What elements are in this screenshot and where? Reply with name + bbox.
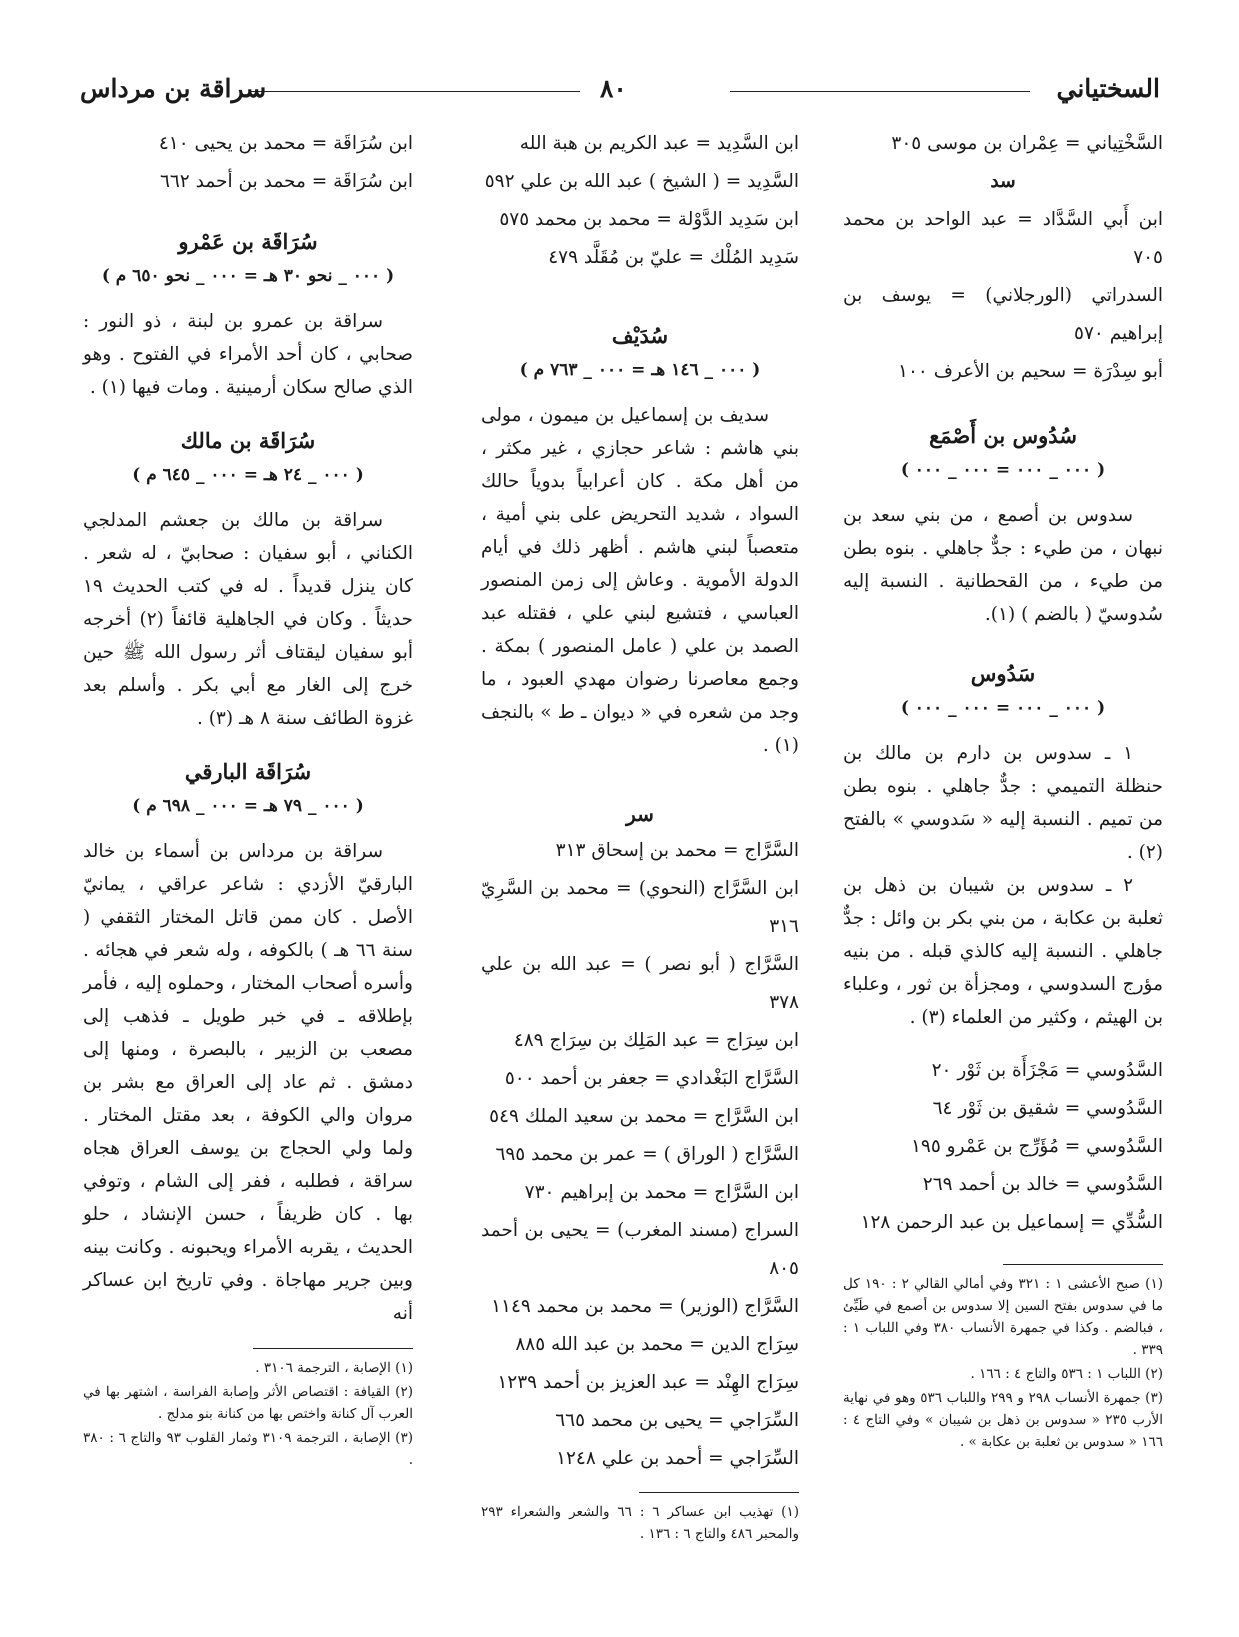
- entry-line: السَّرَّاج ( الوراق ) = عمر بن محمد ٦٩٥: [495, 1144, 799, 1165]
- entry-line: السِّرَاجي = أحمد بن علي ١٢٤٨: [556, 1448, 799, 1469]
- entry-line: السَّدُوسي = شقيق بن ثَوْر ٦٤: [932, 1098, 1163, 1119]
- entry-line: ابن السَّرَّاج = محمد بن إبراهيم ٧٣٠: [524, 1182, 799, 1203]
- footnote: (١) الإصابة ، الترجمة ٣١٠٦ .: [255, 1360, 413, 1376]
- footnote: (١) تهذيب ابن عساكر ٦ : ٦٦ والشعر والشعراء ٢٩٣ والمحبر ٤٨٦ والتاج ٦ : ١٣٦ .: [481, 1504, 799, 1542]
- entry-title: سُدَيْف: [611, 323, 669, 348]
- entry-line: سَدِيد المُلْك = عليّ بن مُقَلَّد ٤٧٩: [548, 247, 799, 268]
- column-left: [83, 125, 413, 1473]
- entry-line: ابن السَّرَّاج (النحوي) = محمد بن السَّرِيّ ٣١٦: [481, 878, 799, 937]
- entry-line: السَّدِيد = ( الشيخ ) عبد الله بن علي ٥٩٢: [484, 171, 799, 192]
- entry-title: سُرَاقَة بن مالك: [180, 428, 316, 453]
- header-left-title: سراقة بن مرداس: [80, 74, 267, 103]
- footnote: (٣) جمهرة الأنساب ٢٩٨ و ٢٩٩ واللباب ٥٣٦ وهو في نهاية الأرب ٢٣٥ « سدوس بن ذهل بن شيبان » وفي التاج ٤ : ١٦٦ « سدوس بن ثعلبة بن عكابة » .: [843, 1390, 1163, 1450]
- entry-line: ابن أَبي السَّدَّاد = عبد الواحد بن محمد ٧٠٥: [843, 209, 1163, 268]
- entry-title: سَدُوس: [970, 661, 1036, 686]
- entry-title: سُرَاقَة بن عَمْرو: [178, 229, 318, 254]
- entry-line: السراج (مسند المغرب) = يحيى بن أحمد ٨٠٥: [481, 1220, 799, 1279]
- entry-title: سُدُوس بن أَصْمَع: [929, 423, 1077, 448]
- page-number: ٨٠: [600, 74, 627, 103]
- entry-biography: سراقة بن مرداس بن أسماء بن خالد البارقيّ الأزدي : شاعر عراقي ، يمانيّ الأصل . كان ممن قاتل المختار الثقفي ( سنة ٦٦ هـ ) بالكوفه ، وله شعر في هجائه . وأسره أصحاب المختار ، وحملوه إليه ، فأمر بإطلاقه ـ في خبر طويل ـ فذهب إلى مصعب بن الزبير ، بالبصرة ، ومنها إلى دمشق . ثم عاد إلى العراق مع بشر بن مروان والي الكوفة ، بعد مقتل المختار . ولما ولي الحجاج بن يوسف العراق هجاه سراقة ، فطلبه ، ففر إلى الشام ، وتوفي بها . كان ظريفاً ، حسن الإنشاد ، حلو الحديث ، يقربه الأمراء ويحبونه . وكانت بينه وبين جرير مهاجاة . وفي تاريخ ابن عساكر أنه: [83, 841, 413, 1324]
- entry-line: ابن سَدِيد الدَّوْلة = محمد بن محمد ٥٧٥: [499, 209, 799, 230]
- entry-line: سِرَاج الدين = محمد بن عبد الله ٨٨٥: [515, 1334, 799, 1355]
- footnote-rule: [639, 1492, 799, 1493]
- entry-dates: ( ٠٠٠ _ ١٤٦ هـ = ٠٠٠ _ ٧٦٣ م ): [519, 360, 761, 380]
- column-right: [843, 125, 1163, 1455]
- entry-biography: سراقة بن مالك بن جعشم المدلجي الكناني ، أبو سفيان : صحابيّ ، له شعر . كان ينزل قديداً . له في كتب الحديث ١٩ حديثاً . وكان في الجاهلية قائفاً (٢) أخرجه أبو سفيان ليقتاف أثر رسول الله ﷺ حين خرج إلى الغار مع أبي بكر . وأسلم بعد غزوة الطائف سنة ٨ هـ (٣) .: [83, 510, 413, 729]
- entry-line: السُّدِّي = إسماعيل بن عبد الرحمن ١٢٨: [860, 1212, 1163, 1233]
- entry-line: السِّرَاجي = يحيى بن محمد ٦٦٥: [555, 1410, 799, 1431]
- entry-biography: سدوس بن أصمع ، من بني سعد بن نبهان ، من طيء : جدٌّ جاهلي . بنوه بطن من طيء ، من القحطانية . النسبة إليه سُدوسيّ ( بالضم ) (١).: [843, 505, 1163, 625]
- group-heading: سد: [990, 171, 1016, 192]
- entry-line: السَّدُوسي = مَجْزَأَة بن ثَوْر ٢٠: [931, 1060, 1163, 1081]
- entry-line: أبو سِدْرَة = سحيم بن الأعرف ١٠٠: [898, 361, 1163, 382]
- entry-dates: ( ٠٠٠ _ ٢٤ هـ = ٠٠٠ _ ٦٤٥ م ): [132, 465, 364, 485]
- entry-biography: سديف بن إسماعيل بن ميمون ، مولى بني هاشم : شاعر حجازي ، غير مكثر ، من أهل مكة . كان أعرابياً بدوياً حالك السواد ، شديد التحريض على بني أمية ، متعصباً لبني هاشم . أظهر ذلك في أيام الدولة الأموية . وعاش إلى زمن المنصور العباسي ، فتشيع لبني علي ، فقتله عبد الصمد بن علي ( عامل المنصور ) بمكة . وجمع معاصرنا رضوان مهدي العبود ، ما وجد من شعره في « ديوان ـ ط » بالنجف (١) .: [481, 405, 799, 756]
- entry-line: سِرَاج الهِنْد = عبد العزيز بن أحمد ١٢٣٩: [497, 1372, 799, 1393]
- entry-line: السَّخْتِياني = عِمْران بن موسى ٣٠٥: [891, 133, 1163, 154]
- entry-title: سُرَاقَة البارقي: [184, 759, 312, 784]
- entry-line: ابن سِرَاج = عبد المَلِك بن سِرَاج ٤٨٩: [513, 1030, 799, 1051]
- header-rule-left: [250, 91, 580, 92]
- entry-line: ابن السَّدِيد = عبد الكريم بن هبة الله: [519, 133, 799, 154]
- footnotes: [481, 1501, 799, 1545]
- footnote: (١) صبح الأعشى ١ : ٣٢١ وفي أمالي القالي ٢ : ١٩٠ كل ما في سدوس بفتح السين إلا سدوس بن أصمع في طَيِّئ ، فبالضم . وكذا في جمهرة الأنساب ٣٨٠ وفي اللباب ١ : ٣٣٩ .: [843, 1276, 1163, 1358]
- entry-line: السَّدُوسي = خالد بن أحمد ٢٦٩: [922, 1174, 1163, 1195]
- entry-line: ابن سُرَاقَة = محمد بن أحمد ٦٦٢: [159, 171, 413, 192]
- entry-line: السَّرَّاج = محمد بن إسحاق ٣١٣: [555, 840, 799, 861]
- header-right-title: السختياني: [1056, 74, 1160, 103]
- footnote-rule: [1003, 1264, 1163, 1265]
- entry-dates: ( ٠٠٠ _ ٠٠٠ = ٠٠٠ _ ٠٠٠ ): [900, 460, 1106, 480]
- entry-line: السَّدُوسي = مُؤَرِّج بن عَمْرو ١٩٥: [910, 1136, 1163, 1157]
- footnotes: [83, 1357, 413, 1471]
- footnote-rule: [253, 1348, 413, 1349]
- entry-line: السَّرَّاج (الوزير) = محمد بن محمد ١١٤٩: [491, 1296, 799, 1317]
- header-rule-right: [730, 91, 1030, 92]
- entry-line: السَّرَّاج البَغْدادي = جعفر بن أحمد ٥٠٠: [504, 1068, 799, 1089]
- column-middle: [481, 125, 799, 1547]
- entry-line: السَّرَّاج ( أبو نصر ) = عبد الله بن علي ٣٧٨: [481, 954, 799, 1013]
- footnote: (٢) القيافة : اقتصاص الأثر وإصابة الفراسة ، اشتهر بها في العرب آل كنانة واختص بها من كنانة بنو مدلج .: [83, 1384, 413, 1422]
- entry-dates: ( ٠٠٠ _ ٧٩ هـ = ٠٠٠ _ ٦٩٨ م ): [132, 796, 364, 816]
- entry-biography: ١ ـ سدوس بن دارم بن مالك بن حنظلة التميمي : جدٌّ جاهلي . بنوه بطن من تميم . النسبة إليه « سَدوسي » بالفتح (٢) .: [843, 743, 1163, 863]
- footnotes: [843, 1273, 1163, 1453]
- entry-line: ابن السَّرَّاج = محمد بن سعيد الملك ٥٤٩: [489, 1106, 799, 1127]
- running-header: [80, 74, 1160, 114]
- entry-biography: سراقة بن عمرو بن لبنة ، ذو النور : صحابي ، كان أحد الأمراء في الفتوح . وهو الذي صالح سكان أرمينية . ومات فيها (١) .: [83, 311, 413, 398]
- group-heading: سر: [626, 802, 654, 826]
- entry-line: ابن سُرَاقَة = محمد بن يحيى ٤١٠: [158, 133, 413, 154]
- footnote: (٢) اللباب ١ : ٥٣٦ والتاج ٤ : ١٦٦ .: [970, 1366, 1163, 1382]
- entry-line: السدراتي (الورجلاني) = يوسف بن إبراهيم ٥٧٠: [843, 285, 1163, 344]
- entry-biography: ٢ ـ سدوس بن شيبان بن ذهل بن ثعلبة بن عكابة ، من بني بكر بن وائل : جدٌّ جاهلي . النسبة إليه كالذي قبله . من بنيه مؤرج السدوسي ، ومجزأة بن ثور ، وعلباء بن الهيثم ، وكثير من العلماء (٣) .: [843, 875, 1163, 1028]
- entry-dates: ( ٠٠٠ _ نحو ٣٠ هـ = ٠٠٠ _ نحو ٦٥٠ م ): [101, 266, 395, 286]
- entry-dates: ( ٠٠٠ _ ٠٠٠ = ٠٠٠ _ ٠٠٠ ): [900, 698, 1106, 718]
- footnote: (٣) الإصابة ، الترجمة ٣١٠٩ وثمار القلوب ٩٣ والتاج ٦ : ٣٨٠ .: [83, 1430, 413, 1468]
